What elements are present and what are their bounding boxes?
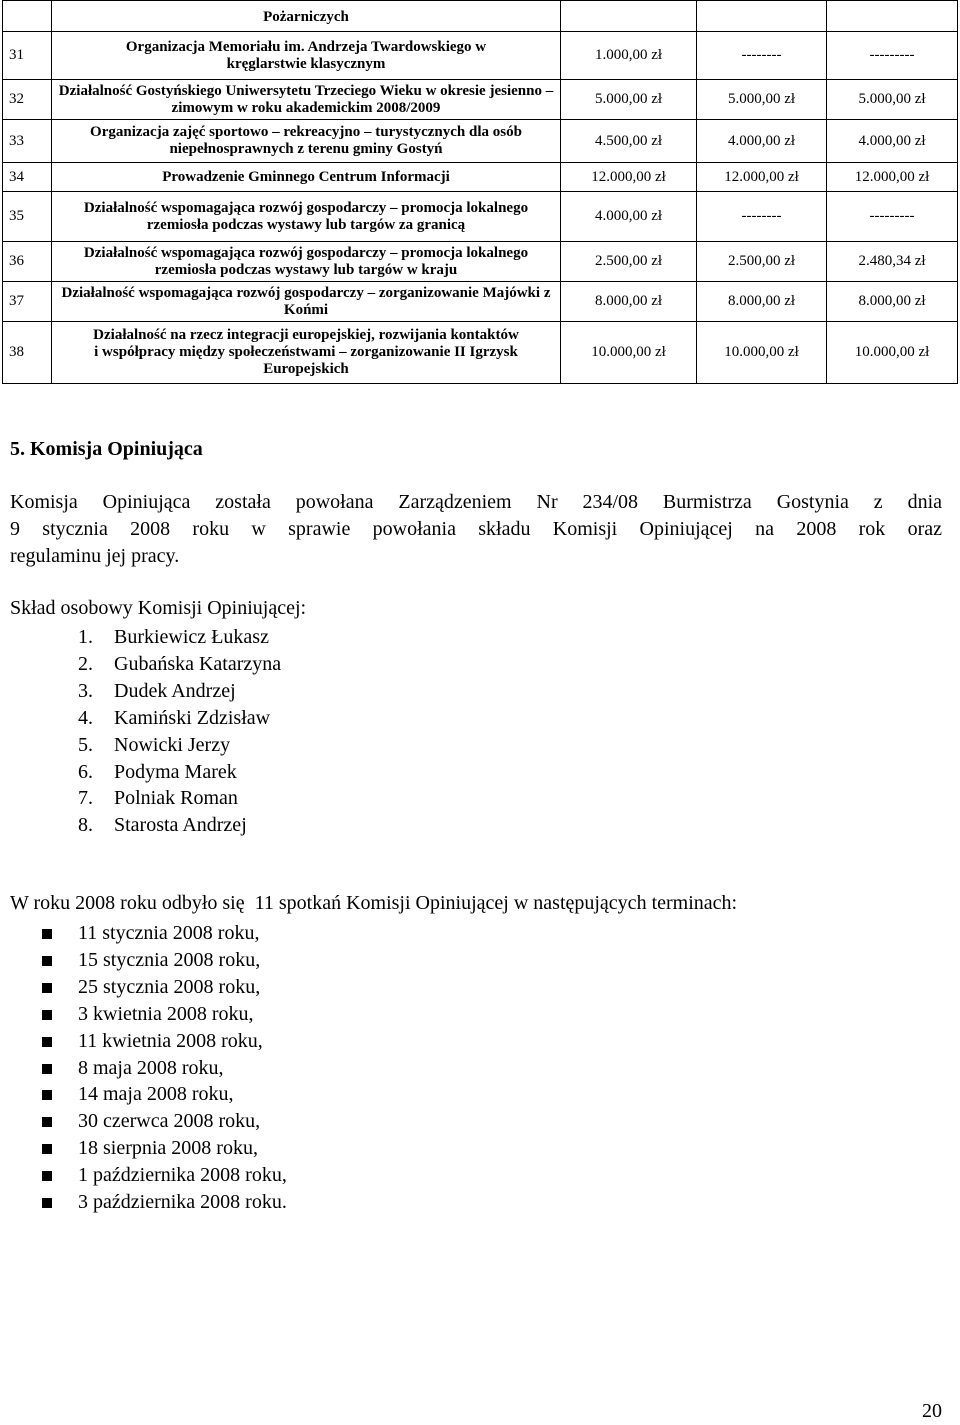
table-cell-amount-1: 5.000,00 zł [561,80,697,120]
table-cell-amount-1: 12.000,00 zł [561,163,697,192]
square-bullet-icon [42,1144,52,1154]
square-bullet-icon [42,1171,52,1181]
table-cell-amount-3: 8.000,00 zł [827,282,958,322]
table-cell-desc: Prowadzenie Gminnego Centrum Informacji [52,163,561,192]
list-item: 3 października 2008 roku. [36,1189,287,1216]
table-cell-amount-1: 8.000,00 zł [561,282,697,322]
table-row [3,242,958,282]
table-cell-amount-3: 5.000,00 zł [827,80,958,120]
list-item: 8 maja 2008 roku, [36,1055,287,1082]
table-cell-num: 34 [3,163,52,192]
square-bullet-icon [42,1198,52,1208]
meetings-list [36,920,287,1216]
table-row [3,120,958,163]
page-number: 20 [922,1400,942,1422]
section-heading: 5. Komisja Opiniująca [10,438,203,460]
table-cell-desc: Pożarniczych [52,1,561,32]
members-intro: Skład osobowy Komisji Opiniującej: [10,597,307,619]
table-cell-desc: Działalność na rzecz integracji europejskiej, rozwijania kontaktów i współpracy między społeczeństwami – zorganizowanie II Igrzysk Europejskich [52,322,561,384]
list-item: 3. Dudek Andrzej [78,679,236,702]
paragraph-line: 9 stycznia 2008 roku w sprawie powołania składu Komisji Opiniującej na 2008 rok oraz [10,518,942,540]
table-cell-desc: Organizacja Memoriału im. Andrzeja Twardowskiego w kręglarstwie klasycznym [52,32,561,80]
list-item: 7. Polniak Roman [78,787,238,810]
table-cell-amount-3: 4.000,00 zł [827,120,958,163]
table-cell-amount-3: 2.480,34 zł [827,242,958,282]
table-cell-desc: Działalność Gostyńskiego Uniwersytetu Trzeciego Wieku w okresie jesienno – zimowym w roku akademickim 2008/2009 [52,80,561,120]
table-row [3,192,958,242]
grants-table [2,0,958,384]
table-cell-amount-3: 10.000,00 zł [827,322,958,384]
table-cell-amount-2: 5.000,00 zł [697,80,827,120]
square-bullet-icon [42,1090,52,1100]
list-item: 15 stycznia 2008 roku, [36,947,287,974]
list-item: 4. Kamiński Zdzisław [78,706,271,729]
table-cell-desc: Organizacja zajęć sportowo – rekreacyjno – turystycznych dla osób niepełnosprawnych z terenu gminy Gostyń [52,120,561,163]
table-cell-amount-2: 10.000,00 zł [697,322,827,384]
table-cell-amount-1: 4.000,00 zł [561,192,697,242]
square-bullet-icon [42,956,52,966]
table-cell-amount-2: 8.000,00 zł [697,282,827,322]
table-row [3,322,958,384]
list-item: 2. Gubańska Katarzyna [78,652,282,675]
table-cell-num: 31 [3,32,52,80]
table-cell-amount-2: -------- [697,192,827,242]
table-row [3,1,958,32]
table-cell-amount-3: 12.000,00 zł [827,163,958,192]
section-paragraph [10,489,942,570]
table-cell-num: 32 [3,80,52,120]
table-cell-num: 38 [3,322,52,384]
table-cell-desc: Działalność wspomagająca rozwój gospodarczy – zorganizowanie Majówki z Końmi [52,282,561,322]
members-list [78,624,281,839]
table-cell-amount-1: 10.000,00 zł [561,322,697,384]
list-item: 1 października 2008 roku, [36,1162,287,1189]
square-bullet-icon [42,1037,52,1047]
list-item: 11 stycznia 2008 roku, [36,920,287,947]
table-cell-amount-3: --------- [827,192,958,242]
table-cell-amount-2: -------- [697,32,827,80]
table-row [3,32,958,80]
table-cell-desc: Działalność wspomagająca rozwój gospodarczy – promocja lokalnego rzemiosła podczas wystawy lub targów w kraju [52,242,561,282]
list-item: 8. Starosta Andrzej [78,814,247,837]
list-item: 5. Nowicki Jerzy [78,733,231,756]
table-cell-amount-2: 4.000,00 zł [697,120,827,163]
table-cell-num: 35 [3,192,52,242]
list-item: 6. Podyma Marek [78,760,237,783]
paragraph-line: regulaminu jej pracy. [10,545,180,567]
list-item: 18 sierpnia 2008 roku, [36,1135,287,1162]
table-cell-num: 33 [3,120,52,163]
list-item: 30 czerwca 2008 roku, [36,1108,287,1135]
table-row [3,282,958,322]
list-item: 14 maja 2008 roku, [36,1081,287,1108]
list-item: 1. Burkiewicz Łukasz [78,626,269,648]
table-cell-amount-3: --------- [827,32,958,80]
table-cell-amount-2: 12.000,00 zł [697,163,827,192]
square-bullet-icon [42,1064,52,1074]
table-cell-amount-1: 4.500,00 zł [561,120,697,163]
square-bullet-icon [42,929,52,939]
meetings-intro: W roku 2008 roku odbyło się 11 spotkań Komisji Opiniującej w następujących terminach: [10,892,738,914]
table-cell-desc: Działalność wspomagająca rozwój gospodarczy – promocja lokalnego rzemiosła podczas wystawy lub targów za granicą [52,192,561,242]
square-bullet-icon [42,1117,52,1127]
table-row [3,163,958,192]
list-item: 11 kwietnia 2008 roku, [36,1028,287,1055]
table-cell-amount-1: 1.000,00 zł [561,32,697,80]
table-cell-amount-2: 2.500,00 zł [697,242,827,282]
square-bullet-icon [42,983,52,993]
table-row [3,80,958,120]
table-cell-num: 37 [3,282,52,322]
table-cell-num: 36 [3,242,52,282]
table-cell-amount-1: 2.500,00 zł [561,242,697,282]
list-item: 3 kwietnia 2008 roku, [36,1001,287,1028]
square-bullet-icon [42,1010,52,1020]
list-item: 25 stycznia 2008 roku, [36,974,287,1001]
paragraph-line: Komisja Opiniująca została powołana Zarządzeniem Nr 234/08 Burmistrza Gostynia z dnia [10,491,942,513]
